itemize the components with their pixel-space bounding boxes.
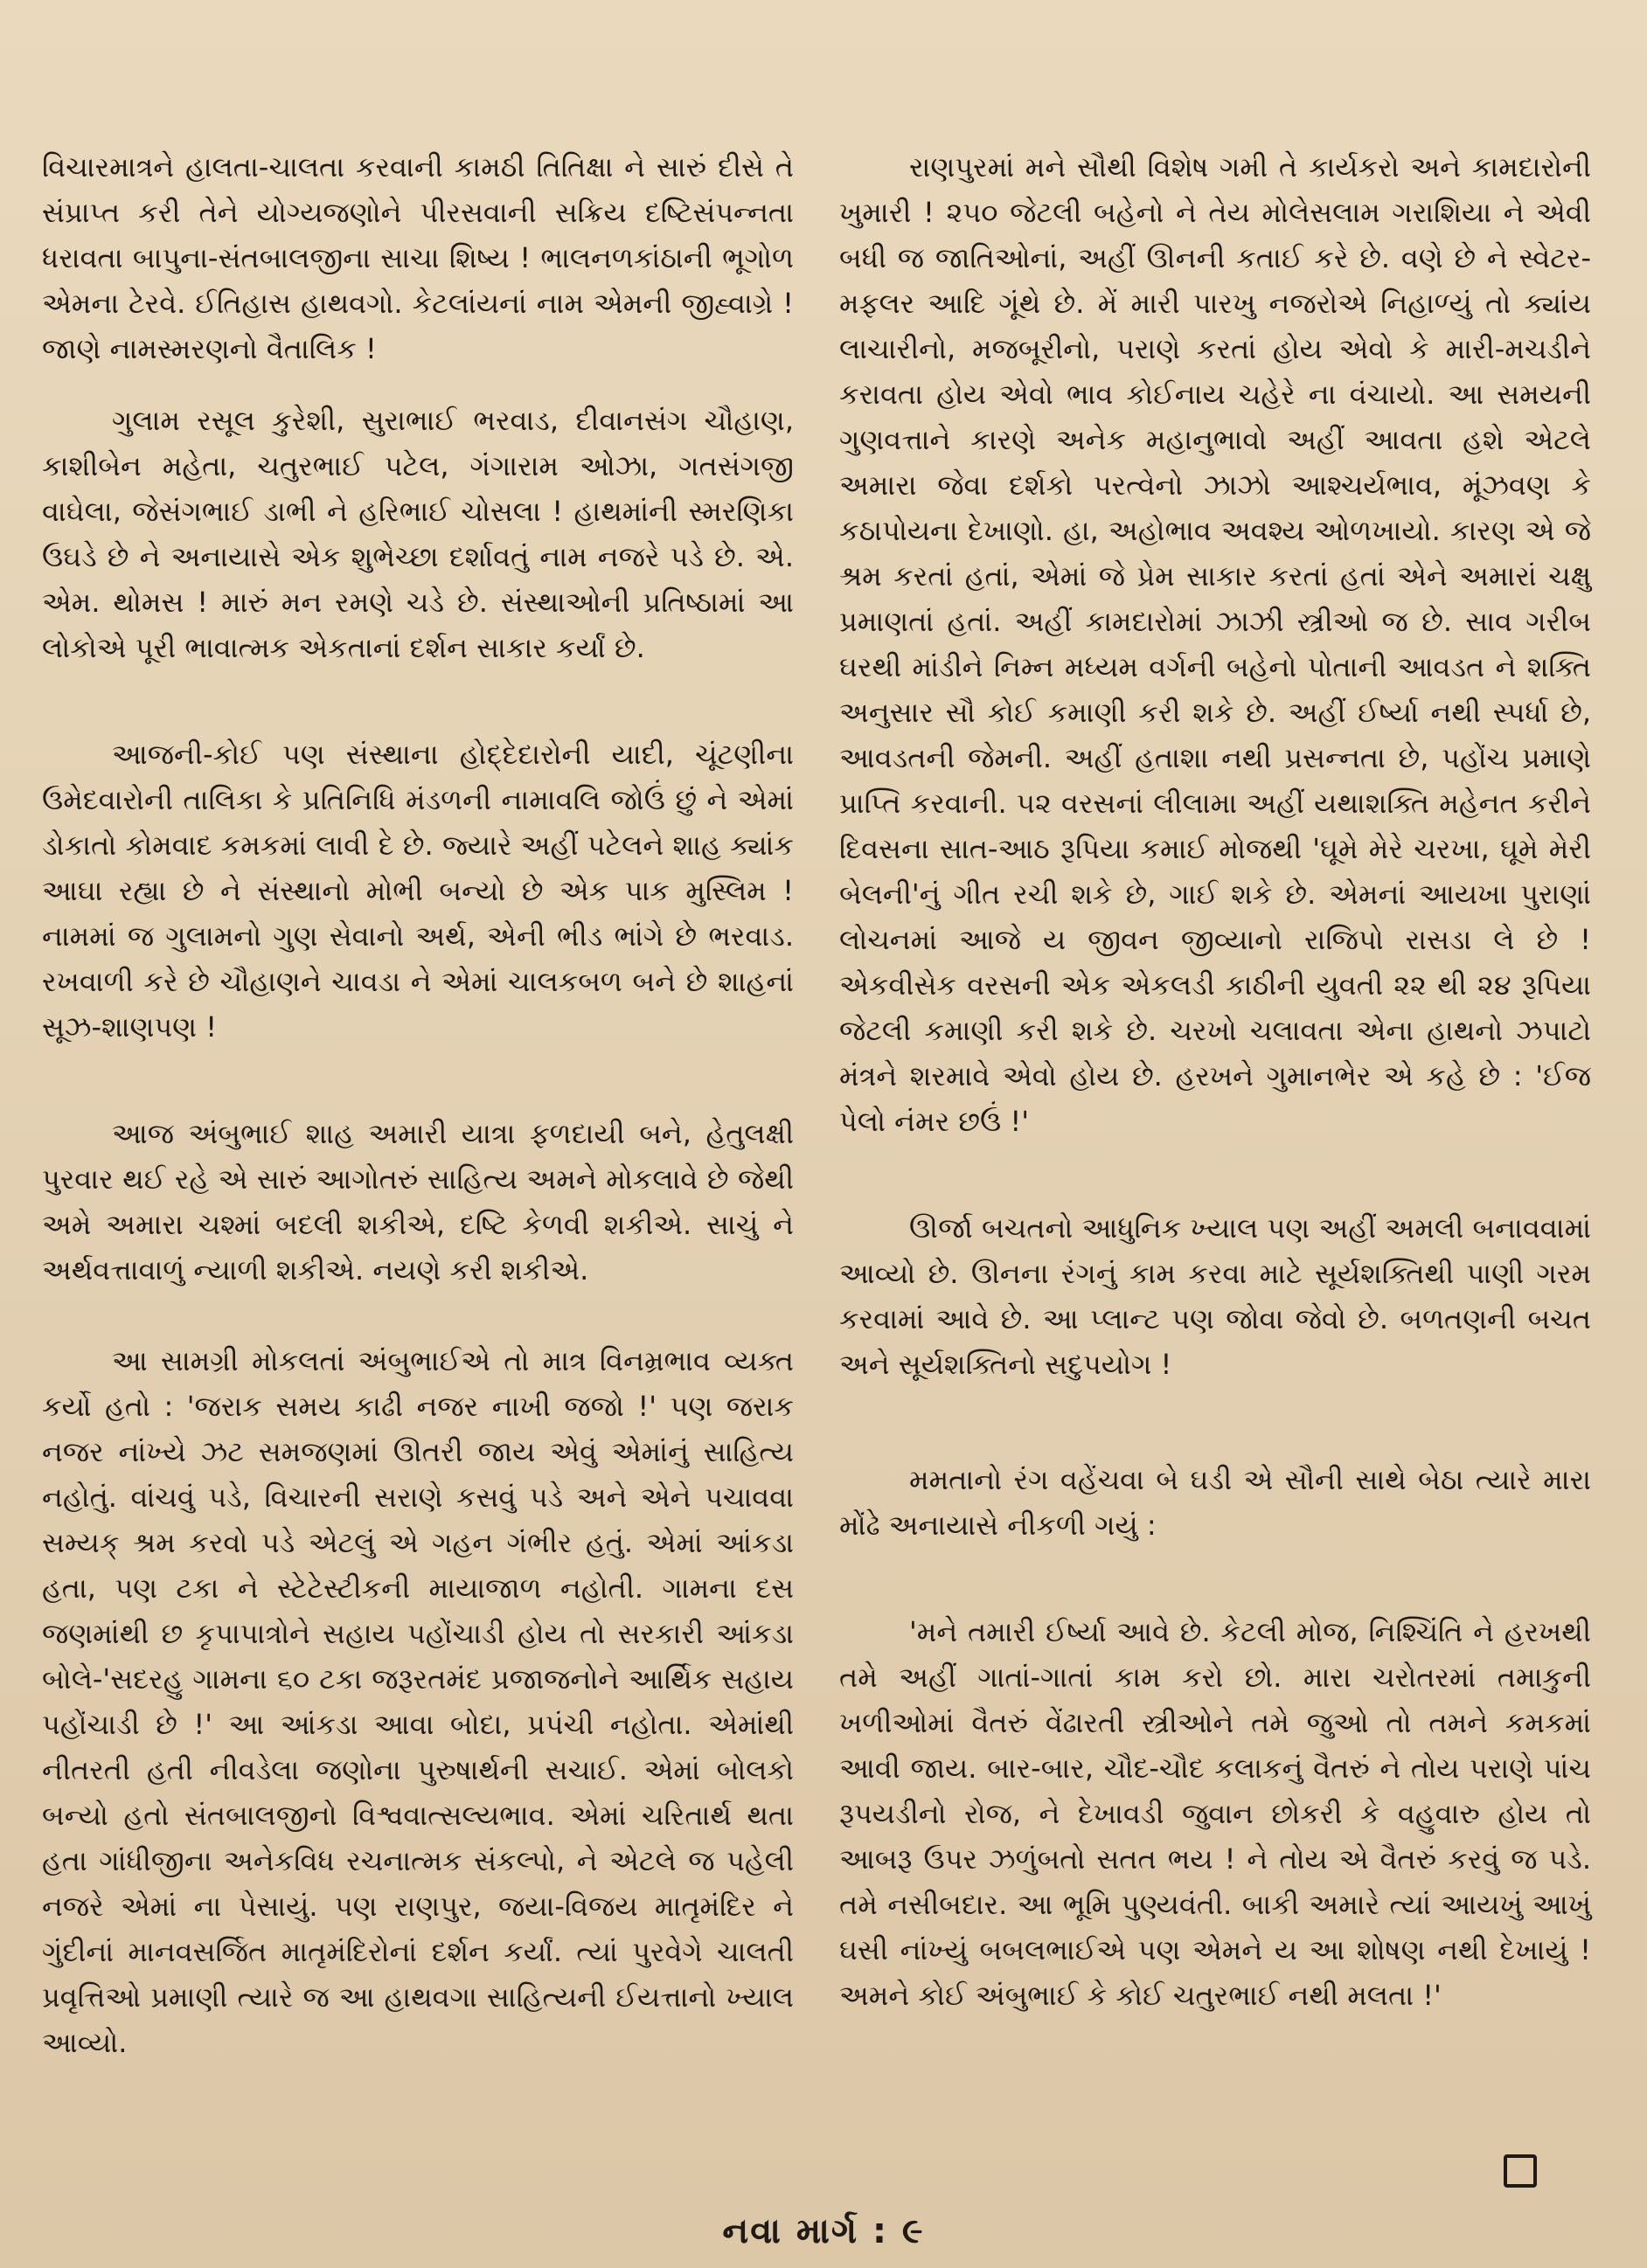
- paragraph: આજ અંબુભાઈ શાહ અમારી યાત્રા ફળદાયી બને, હેતુલક્ષી પુરવાર થઈ રહે એ સારું આગોતરું સાહિત્ય અમને મોકલાવે છે જેથી અમે અમારા ચશ્માં બદલી શકીએ, દષ્ટિ કેળવી શકીએ. સાચું ને અર્થવત્તાવાળું ન્યાળી શકીએ. નયણે કરી શકીએ.: [42, 1117, 794, 1287]
- paragraph: આ સામગ્રી મોકલતાં અંબુભાઈએ તો માત્ર વિનમ્રભાવ વ્યક્ત કર્યો હતો : 'જરાક સમય કાઢી નજર નાખી જજો !' પણ જરાક નજર નાંખ્યે ઝટ સમજણમાં ઊતરી જાય એવું એમાંનું સાહિત્ય નહોતું. વાંચવું પડે, વિચારની સરાણે કસવું પડે અને એને પચાવવા સમ્યક્ શ્રમ કરવો પડે એટલું એ ગહન ગંભીર હતું. એમાં આંકડા હતા, પણ ટકા ને સ્ટેટેસ્ટીકની માયાજાળ નહોતી. ગામના દસ જણમાંથી છ કૃપાપાત્રોને સહાય પહોંચાડી હોય તો સરકારી આંકડા બોલે-'સદરહુ ગામના ૬૦ ટકા જરૂરતમંદ પ્રજાજનોને આર્થિક સહાય પહોંચાડી છે !' આ આંકડા આવા બોદા, પ્રપંચી નહોતા. એમાંથી નીતરતી હતી નીવડેલા જણોના પુરુષાર્થની સચાઈ. એમાં બોલકો બન્યો હતો સંતબાલજીનો વિશ્વવાત્સલ્યભાવ. એમાં ચરિતાર્થ થતા હતા ગાંધીજીના અનેકવિધ રચનાત્મક સંકલ્પો, ને એટલે જ પહેલી નજરે એમાં ના પેસાયું. પણ રાણપુર, જયા-વિજય માતૃમંદિર ને ગુંદીનાં માનવસર્જિત માતૃમંદિરોનાં દર્શન કર્યાં. ત્યાં પુરવેગે ચાલતી પ્રવૃત્તિઓ પ્રમાણી ત્યારે જ આ હાથવગા સાહિત્યની ઈયત્તાનો ખ્યાલ આવ્યો.: [42, 1344, 794, 2059]
- paragraph: ગુલામ રસૂલ કુરેશી, સુરાભાઈ ભરવાડ, દીવાનસંગ ચૌહાણ, કાશીબેન મહેતા, ચતુરભાઈ પટેલ, ગંગારામ ઓઝા, ગતસંગજી વાઘેલા, જેસંગભાઈ ડાભી ને હરિભાઈ ચોસલા ! હાથમાંની સ્મરણિકા ઉઘડે છે ને અનાયાસે એક શુભેચ્છા દર્શાવતું નામ નજરે પડે છે. એ. એમ. થોમસ ! મારું મન રમણે ચડે છે. સંસ્થાઓની પ્રતિષ્ઠામાં આ લોકોએ પૂરી ભાવાત્મક એકતાનાં દર્શન સાકાર કર્યાં છે.: [42, 404, 794, 664]
- paragraph: મમતાનો રંગ વહેંચવા બે ઘડી એ સૌની સાથે બેઠા ત્યારે મારા મોંઢે અનાયાસે નીકળી ગયું :: [839, 1463, 1591, 1542]
- paragraph: 'મને તમારી ઈર્ષ્યા આવે છે. કેટલી મોજ, નિશ્ચિંતિ ને હરખથી તમે અહીં ગાતાં-ગાતાં કામ કરો છો. મારા ચરોતરમાં તમાકુની ખળીઓમાં વૈતરું વેંઢારતી સ્ત્રીઓને તમે જુઓ તો તમને કમકમાં આવી જાય. બાર-બાર, ચૌદ-ચૌદ કલાકનું વૈતરું ને તોય પરાણે પાંચ રૂપયડીનો રોજ, ને દેખાવડી જુવાન છોકરી કે વહુવારુ હોય તો આબરૂ ઉપર ઝળુંબતો સતત ભય ! ને તોય એ વૈતરું કરવું જ પડે. તમે નસીબદાર. આ ભૂમિ પુણ્યવંતી. બાકી અમારે ત્યાં આયખું આખું ઘસી નાંખ્યું બબલભાઈએ પણ એમને ય આ શોષણ નથી દેખાયું ! અમને કોઈ અંબુભાઈ કે કોઈ ચતુરભાઈ નથી મલતા !': [839, 1615, 1591, 2012]
- paragraph: રાણપુરમાં મને સૌથી વિશેષ ગમી તે કાર્યકરો અને કામદારોની ખુમારી ! ૨૫૦ જેટલી બહેનો ને તેય મોલેસલામ ગરાશિયા ને એવી બધી જ જાતિઓનાં, અહીં ઊનની કતાઈ કરે છે. વણે છે ને સ્વેટર-મફલર આદિ ગૂંથે છે. મેં મારી પારખુ નજરોએ નિહાળ્યું તો ક્યાંય લાચારીનો, મજબૂરીનો, પરાણે કરતાં હોય એવો કે મારી-મચડીને કરાવતા હોય એવો ભાવ કોઈનાય ચહેરે ના વંચાયો. આ સમયની ગુણવત્તાને કારણે અનેક મહાનુભાવો અહીં આવતા હશે એટલે અમારા જેવા દર્શકો પરત્વેનો ઝાઝો આશ્ચર્યભાવ, મૂંઝવણ કે કઠાપોયના દેખાણો. હા, અહોભાવ અવશ્ય ઓળખાયો. કારણ એ જે શ્રમ કરતાં હતાં, એમાં જે પ્રેમ સાકાર કરતાં હતાં એને અમારાં ચક્ષુ પ્રમાણતાં હતાં. અહીં કામદારોમાં ઝાઝી સ્ત્રીઓ જ છે. સાવ ગરીબ ઘરથી માંડીને નિમ્ન મધ્યમ વર્ગની બહેનો પોતાની આવડત ને શક્તિ અનુસાર સૌ કોઈ કમાણી કરી શકે છે. અહીં ઈર્ષ્યા નથી સ્પર્ધા છે, આવડતની જેમની. અહીં હતાશા નથી પ્રસન્નતા છે, પહોંચ પ્રમાણે પ્રાપ્તિ કરવાની. ૫૨ વરસનાં લીલામા અહીં યથાશક્તિ મહેનત કરીને દિવસના સાત-આઠ રૂપિયા કમાઈ મોજથી 'ઘૂમે મેરે ચરખા, ઘૂમે મેરી બેલની'નું ગીત રચી શકે છે, ગાઈ શકે છે. એમનાં આયખા પુરાણાં લોચનમાં આજે ય જીવન જીવ્યાનો રાજિપો રાસડા લે છે ! એકવીસેક વરસની એક એકલડી કાઠીની યુવતી ૨૨ થી ૨૪ રૂપિયા જેટલી કમાણી કરી શકે છે. ચરખો ચલાવતા એના હાથનો ઝપાટો મંત્રને શરમાવે એવો હોય છે. હરખને ગુમાનભેર એ કહે છે : 'ઈજ પેલો નંમર છઉં !': [839, 150, 1591, 1138]
- paragraph: ઊર્જા બચતનો આધુનિક ખ્યાલ પણ અહીં અમલી બનાવવામાં આવ્યો છે. ઊનના રંગનું કામ કરવા માટે સૂર્યશક્તિથી પાણી ગરમ કરવામાં આવે છે. આ પ્લાન્ટ પણ જોવા જેવો છે. બળતણની બચત અને સૂર્યશક્તિનો સદુપયોગ !: [839, 1211, 1591, 1381]
- paragraph: આજની-કોઈ પણ સંસ્થાના હોદ્દેદારોની યાદી, ચૂંટણીના ઉમેદવારોની તાલિકા કે પ્રતિનિધિ મંડળની નામાવલિ જોઉં છું ને એમાં ડોકાતો કોમવાદ કમકમાં લાવી દે છે. જ્યારે અહીં પટેલને શાહ ક્યાંક આઘા રહ્યા છે ને સંસ્થાનો મોભી બન્યો છે એક પાક મુસ્લિમ ! નામમાં જ ગુલામનો ગુણ સેવાનો અર્થ, એની ભીડ ભાંગે છે ભરવાડ. રખવાળી કરે છે ચૌહાણને ચાવડા ને એમાં ચાલકબળ બને છે શાહનાં સૂઝ-શાણપણ !: [42, 738, 794, 1044]
- paragraph: વિચારમાત્રને હાલતા-ચાલતા કરવાની કામઠી તિતિક્ષા ને સારું દીસે તે સંપ્રાપ્ત કરી તેને યોગ્યજણોને પીરસવાની સક્રિય દષ્ટિસંપન્નતા ધરાવતા બાપુના-સંતબાલજીના સાચા શિષ્ય ! ભાલનળકાંઠાની ભૂગોળ એમના ટેરવે. ઈતિહાસ હાથવગો. કેટલાંયનાં નામ એમની જીહ્વાગ્રે ! જાણે નામસ્મરણનો વૈતાલિક !: [42, 150, 794, 365]
- right-column: [839, 144, 1591, 2018]
- left-column: [42, 144, 794, 2065]
- square-end-mark-icon: [1504, 2154, 1537, 2188]
- page-footer: નવા માર્ગ : ૯: [722, 2211, 925, 2251]
